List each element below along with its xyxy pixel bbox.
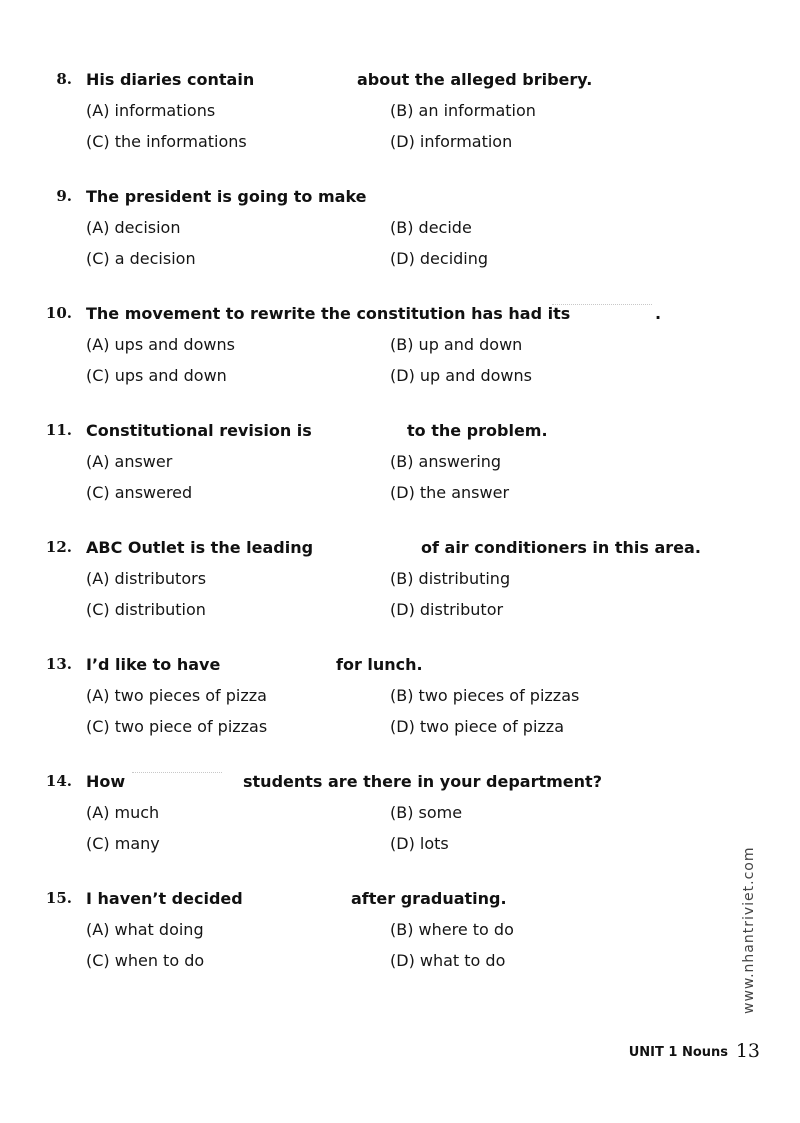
option-d[interactable]: (D) information: [390, 132, 513, 151]
option-c[interactable]: (C) answered: [86, 483, 193, 502]
question-number: 10.: [45, 304, 72, 322]
option-c[interactable]: (C) two piece of pizzas: [86, 717, 268, 736]
option-d[interactable]: (D) what to do: [390, 951, 506, 970]
stem-text-after: students are there in your department?: [243, 772, 602, 791]
question-number: 15.: [45, 889, 72, 907]
option-c[interactable]: (C) when to do: [86, 951, 205, 970]
question-10: [0, 304, 800, 434]
page-footer: [0, 1040, 800, 1070]
option-a[interactable]: (A) distributors: [86, 569, 207, 588]
question-number: 13.: [45, 655, 72, 673]
option-b[interactable]: (B) an information: [390, 101, 536, 120]
question-stem: [0, 187, 800, 211]
question-stem: [0, 70, 800, 94]
question-stem: [0, 655, 800, 679]
option-d[interactable]: (D) the answer: [390, 483, 510, 502]
answer-blank: [552, 304, 652, 305]
option-a[interactable]: (A) much: [86, 803, 160, 822]
stem-text-after: for lunch.: [336, 655, 423, 674]
option-b[interactable]: (B) up and down: [390, 335, 523, 354]
option-b[interactable]: (B) two pieces of pizzas: [390, 686, 580, 705]
question-number: 14.: [45, 772, 72, 790]
option-a[interactable]: (A) what doing: [86, 920, 204, 939]
unit-label: UNIT 1 Nouns: [628, 1045, 728, 1060]
option-a[interactable]: (A) two pieces of pizza: [86, 686, 267, 705]
option-a[interactable]: (A) informations: [86, 101, 216, 120]
stem-text-after: of air conditioners in this area.: [421, 538, 701, 557]
question-stem: [0, 421, 800, 445]
answer-blank: [132, 772, 222, 773]
stem-text-before: How: [86, 772, 126, 791]
option-d[interactable]: (D) deciding: [390, 249, 489, 268]
option-b[interactable]: (B) where to do: [390, 920, 514, 939]
option-c[interactable]: (C) distribution: [86, 600, 206, 619]
option-d[interactable]: (D) two piece of pizza: [390, 717, 565, 736]
option-b[interactable]: (B) decide: [390, 218, 472, 237]
stem-text-before: The movement to rewrite the constitution has had its: [86, 304, 571, 323]
option-a[interactable]: (A) ups and downs: [86, 335, 235, 354]
stem-text-before: ABC Outlet is the leading: [86, 538, 314, 557]
question-stem: [0, 304, 800, 328]
stem-text-after: to the problem.: [407, 421, 548, 440]
option-c[interactable]: (C) a decision: [86, 249, 196, 268]
stem-text-after: .: [655, 304, 662, 323]
stem-text-after: about the alleged bribery.: [357, 70, 593, 89]
question-9: [0, 187, 800, 317]
question-stem: [0, 772, 800, 796]
option-d[interactable]: (D) lots: [390, 834, 449, 853]
question-number: 12.: [45, 538, 72, 556]
option-b[interactable]: (B) some: [390, 803, 463, 822]
stem-text-before: I haven’t decided: [86, 889, 243, 908]
stem-text-after: after graduating.: [351, 889, 507, 908]
option-b[interactable]: (B) answering: [390, 452, 502, 471]
option-b[interactable]: (B) distributing: [390, 569, 511, 588]
question-number: 9.: [56, 187, 72, 205]
question-13: [0, 655, 800, 785]
question-11: [0, 421, 800, 551]
question-stem: [0, 538, 800, 562]
question-12: [0, 538, 800, 668]
question-stem: [0, 889, 800, 913]
option-d[interactable]: (D) up and downs: [390, 366, 532, 385]
option-c[interactable]: (C) many: [86, 834, 160, 853]
option-d[interactable]: (D) distributor: [390, 600, 504, 619]
page-number: 13: [735, 1040, 760, 1062]
stem-text-before: I’d like to have: [86, 655, 221, 674]
stem-text-before: The president is going to make: [86, 187, 367, 206]
website-watermark: www.nhantriviet.com: [741, 846, 757, 1015]
option-c[interactable]: (C) ups and down: [86, 366, 227, 385]
option-c[interactable]: (C) the informations: [86, 132, 247, 151]
option-a[interactable]: (A) answer: [86, 452, 173, 471]
stem-text-before: His diaries contain: [86, 70, 255, 89]
question-15: [0, 889, 800, 1019]
question-8: [0, 70, 800, 200]
stem-text-before: Constitutional revision is: [86, 421, 312, 440]
question-number: 11.: [45, 421, 72, 439]
question-14: [0, 772, 800, 902]
question-number: 8.: [56, 70, 72, 88]
option-a[interactable]: (A) decision: [86, 218, 181, 237]
